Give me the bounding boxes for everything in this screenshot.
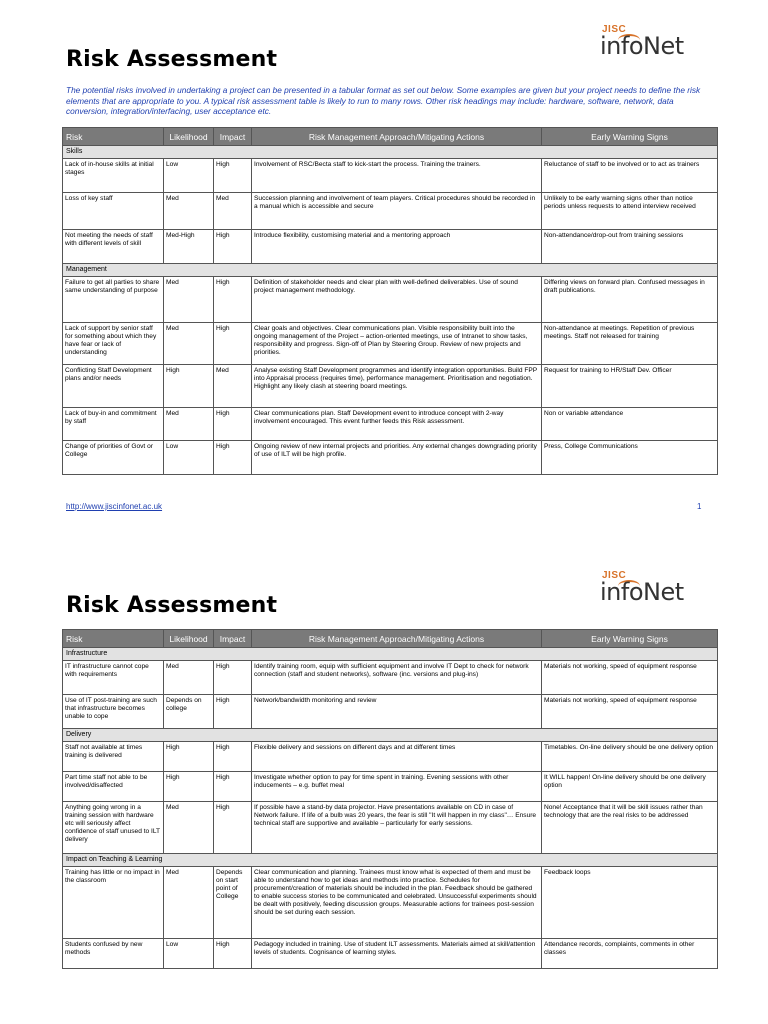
- table-row: Conflicting Staff Development plans and/or needs High Med Analyse existing Staff Development programmes and identify integration opportunities. Build FPP into Appraisal process (requires time), performance management. Prioritisation and negotiation. Highlight any likely clash at steering board meetings. Request for training to HR/Staff Dev. Officer: [63, 365, 718, 408]
- page-title: Risk Assessment: [66, 593, 278, 618]
- header-likelihood: Likelihood: [164, 128, 214, 146]
- table-row: Lack of in-house skills at initial stages Low High Involvement of RSC/Becta staff to kick-start the process. Training the trainers. Reluctance of staff to be involved or to act as trainers: [63, 159, 718, 193]
- footer-link[interactable]: http://www.jiscinfonet.ac.uk: [66, 502, 163, 511]
- table-row: IT infrastructure cannot cope with requirements Med High Identify training room, equip with sufficient equipment and involve IT Dept to check for network connection (staff and student networks), software (inc. versions and plug-ins) Materials not working, speed of equipment response: [63, 661, 718, 695]
- table-row: Lack of buy-in and commitment by staff Med High Clear communications plan. Staff Development event to introduce concept with 2-way involvement encouraged. This event further feeds this Risk assessment. Non or variable attendance: [63, 408, 718, 441]
- page-2: [0, 560, 768, 1024]
- intro-text: The potential risks involved in undertaking a project can be presented in a tabular format as set out below. Some examples are given but your project needs to define the risk elements that are appropriate to you. A typical risk assessment table is likely to run to many rows. Other risk headings may include: hardware, software, network, data conversion, integration/interfacing, user acceptance etc.: [66, 85, 701, 116]
- table-row: Change of priorities of Govt or College Low High Ongoing review of new internal projects and priorities. Any external changes downgrading priority of use of ILT will be high profile. Press, College Communications: [63, 441, 718, 475]
- table-row: Students confused by new methods Low High Pedagogy included in training. Use of student ILT assessments. Materials aimed at skill/attention levels of students. Cognisance of learning styles. Attendance records, complaints, comments in other classes: [63, 939, 718, 969]
- table-row: Use of IT post-training are such that infrastructure becomes unable to cope Depends on college High Network/bandwidth monitoring and review Materials not working, speed of equipment response: [63, 695, 718, 729]
- header-risk: Risk: [63, 630, 164, 648]
- page-number: 1: [697, 502, 702, 511]
- table-row: Training has little or no impact in the classroom Med Depends on start point of College Clear communication and planning. Trainees must know what is expected of them and must be able to understand how to get ideas and methods into practice. Schedules for procurement/creation of materials should be included in the plan. Feedback should be gathered to enable success stories to be communicated and celebrated. Unsuccessful experiments should be dealt with positively, feeding discussion groups. Measurable actions for trainees post-session should be set during each session. Feedback loops: [63, 867, 718, 939]
- header-warning: Early Warning Signs: [542, 128, 718, 146]
- table-row: Failure to get all parties to share same understanding of purpose Med High Definition of stakeholder needs and clear plan with well-defined deliverables. Use of sound project management methodology. Differing views on forward plan. Confused messages in draft publications.: [63, 277, 718, 323]
- table-row: Lack of support by senior staff for something about which they have fear or lack of understanding Med High Clear goals and objectives. Clear communications plan. Visible responsibility built into the ongoing management of the Project – action-oriented meetings, use of Intranet to show tasks, responsibility and progress. Sign-off of Plan by Steering Group. Review of new projects and priorities. Non-attendance at meetings. Repetition of previous meetings. Staff not released for training: [63, 323, 718, 365]
- header-approach: Risk Management Approach/Mitigating Actions: [252, 630, 542, 648]
- section-row: Management: [63, 264, 718, 277]
- table-row: Anything going wrong in a training session with hardware etc will seriously affect confidence of staff unused to ILT delivery Med High If possible have a stand-by data projector. Have presentations available on CD in case of Network failure. If life of a bulb was 20 years, the fear is still "It will happen in my class"… Ensure technical staff are supportive and available – particularly for early sessions. None! Acceptance that it will be skill issues rather than technology that are the real risks to be addressed: [63, 802, 718, 854]
- section-row: Delivery: [63, 729, 718, 742]
- table-header-row: [63, 128, 718, 146]
- header-impact: Impact: [214, 630, 252, 648]
- jisc-infonet-logo: JISC infoNet: [600, 570, 684, 606]
- table-row: Not meeting the needs of staff with different levels of skill Med-High High Introduce flexibility, customising material and a mentoring approach Non-attendance/drop-out from training sessions: [63, 230, 718, 264]
- section-row: Infrastructure: [63, 648, 718, 661]
- header-impact: Impact: [214, 128, 252, 146]
- table-row: Loss of key staff Med Med Succession planning and involvement of team players. Critical procedures should be recorded in a manual which is accessible and secure Unlikely to be early warning signs other than notice periods unless requests to attend interview received: [63, 193, 718, 230]
- header-risk: Risk: [63, 128, 164, 146]
- risk-table-page-1: [62, 127, 718, 475]
- page-title: Risk Assessment: [66, 47, 278, 72]
- header-approach: Risk Management Approach/Mitigating Actions: [252, 128, 542, 146]
- section-row: Skills: [63, 146, 718, 159]
- table-header-row: [63, 630, 718, 648]
- risk-table-page-2: [62, 629, 718, 969]
- section-row: Impact on Teaching & Learning: [63, 854, 718, 867]
- table-row: Part time staff not able to be involved/disaffected High High Investigate whether option to pay for time spent in training. Evening sessions with other inducements – e.g. buffet meal It WILL happen! On-line delivery should be one delivery option: [63, 772, 718, 802]
- jisc-infonet-logo: JISC infoNet: [600, 24, 684, 60]
- table-row: Staff not available at times training is delivered High High Flexible delivery and sessions on different days and at different times Timetables. On-line delivery should be one delivery option: [63, 742, 718, 772]
- header-likelihood: Likelihood: [164, 630, 214, 648]
- header-warning: Early Warning Signs: [542, 630, 718, 648]
